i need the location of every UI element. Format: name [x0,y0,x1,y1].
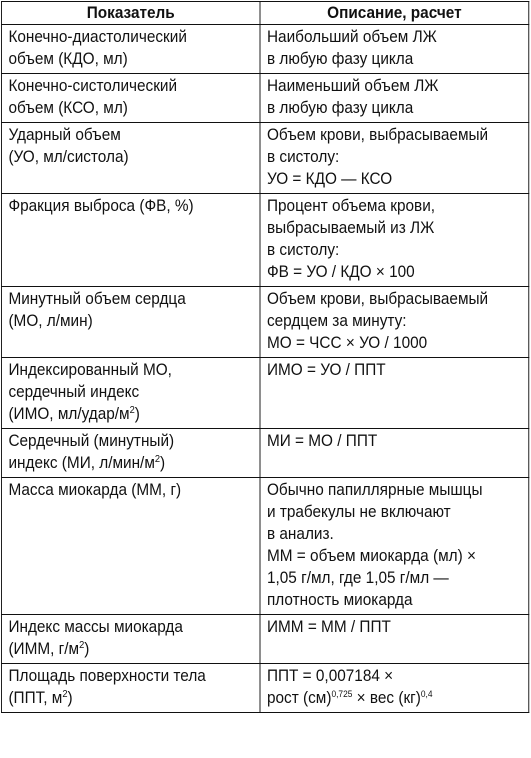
parameter-cell [1,123,260,194]
cell-text-part: (ИММ, г/м [8,640,80,658]
superscript: 2 [154,454,161,465]
description-cell [260,478,529,615]
formula-text: 1,05 г/мл, где 1,05 г/мл — [266,569,449,587]
cell-text: объем (КСО, мл) [8,99,128,117]
formula-text: ФВ = УО / КДО × 100 [266,263,415,281]
cell-text: Индекс массы миокарда [8,618,183,636]
cell-text: Площадь поверхности тела [8,667,206,685]
cell-text: Минутный объем сердца [8,290,186,308]
formula-text: МИ = МО / ППТ [266,432,378,450]
description-cell [260,615,529,664]
cell-text: Масса миокарда (ММ, г) [8,481,182,499]
description-cell [260,664,529,713]
column-header-parameter: Показатель [1,2,260,25]
table-row [1,25,528,74]
description-cell [260,194,529,287]
cell-text: в любую фазу цикла [266,50,414,68]
table-row [1,664,528,713]
description-cell [260,74,529,123]
cell-text-part: ) [67,689,73,707]
cell-text-part: ) [84,640,90,658]
table-row [1,615,528,664]
cell-text: сердечный индекс [8,383,140,401]
cell-text: Наибольший объем ЛЖ [266,28,437,46]
cell-text-part: индекс (МИ, л/мин/м [8,454,155,472]
parameter-cell [1,74,260,123]
cell-text-part: (ИМО, мл/удар/м [8,405,130,423]
table-row [1,478,528,615]
table-row [1,358,528,429]
table-row [1,194,528,287]
formula-text: ППТ = 0,007184 × [266,667,394,685]
superscript: 0,4 [420,689,433,699]
column-header-description: Описание, расчет [260,2,529,25]
superscript: 2 [62,689,68,700]
parameter-cell [1,478,260,615]
cell-text [8,638,254,660]
cell-text: сердцем за минуту: [266,312,407,330]
description-cell [260,358,529,429]
formula-text [267,687,523,709]
cell-text: Процент объема крови, [266,197,436,215]
cell-text: (УО, мл/систола) [8,148,129,166]
cell-text: Фракция выброса (ФВ, %) [8,197,194,215]
formula-text: УО = КДО — КСО [266,170,393,188]
superscript: 2 [129,405,135,416]
formula-part: × вес (кг) [352,689,421,707]
cell-text: Наименьший объем ЛЖ [266,77,439,95]
formula-text: МО = ЧСС × УО / 1000 [266,334,428,352]
cell-text: Конечно-диастолический [8,28,187,46]
cell-text: Объем крови, выбрасываемый [266,126,489,144]
parameter-cell [1,194,260,287]
superscript: 0,725 [331,689,353,699]
parameters-table [1,1,529,713]
parameter-cell [1,287,260,358]
cell-text: в анализ. [266,525,334,543]
formula-part: рост (см) [266,689,332,707]
description-cell [260,25,529,74]
table-row [1,287,528,358]
formula-text: ИМО = УО / ППТ [266,361,386,379]
cell-text: и трабекулы не включают [266,503,451,521]
parameter-cell [1,664,260,713]
parameter-cell [1,25,260,74]
cell-text [8,452,254,474]
parameter-cell [1,358,260,429]
description-cell [260,429,529,478]
table-row [1,429,528,478]
cell-text-part: ) [160,454,166,472]
table-row [1,74,528,123]
formula-text: плотность миокарда [266,591,413,609]
cell-text: в систолу: [266,148,340,166]
formula-text: ИММ = ММ / ППТ [266,618,391,636]
cell-text-part: (ППТ, м [8,689,63,707]
cell-text: Сердечный (минутный) [8,432,175,450]
cell-text: Конечно-систолический [8,77,178,95]
cell-text: в систолу: [266,241,340,259]
description-cell [260,123,529,194]
cell-text-part: ) [134,405,140,423]
cell-text [8,687,254,709]
formula-text: ММ = объем миокарда (мл) × [266,547,476,565]
table-header-row [1,2,528,25]
parameter-cell [1,429,260,478]
superscript: 2 [79,640,85,651]
cell-text [8,403,254,425]
cell-text: выбрасываемый из ЛЖ [266,219,435,237]
cell-text: Объем крови, выбрасываемый [266,290,489,308]
cell-text: объем (КДО, мл) [8,50,128,68]
cell-text: в любую фазу цикла [266,99,414,117]
parameter-cell [1,615,260,664]
cell-text: (МО, л/мин) [8,312,93,330]
cell-text: Обычно папиллярные мышцы [266,481,483,499]
cell-text: Индексированный МО, [8,361,172,379]
description-cell [260,287,529,358]
cell-text: Ударный объем [8,126,121,144]
table-row [1,123,528,194]
